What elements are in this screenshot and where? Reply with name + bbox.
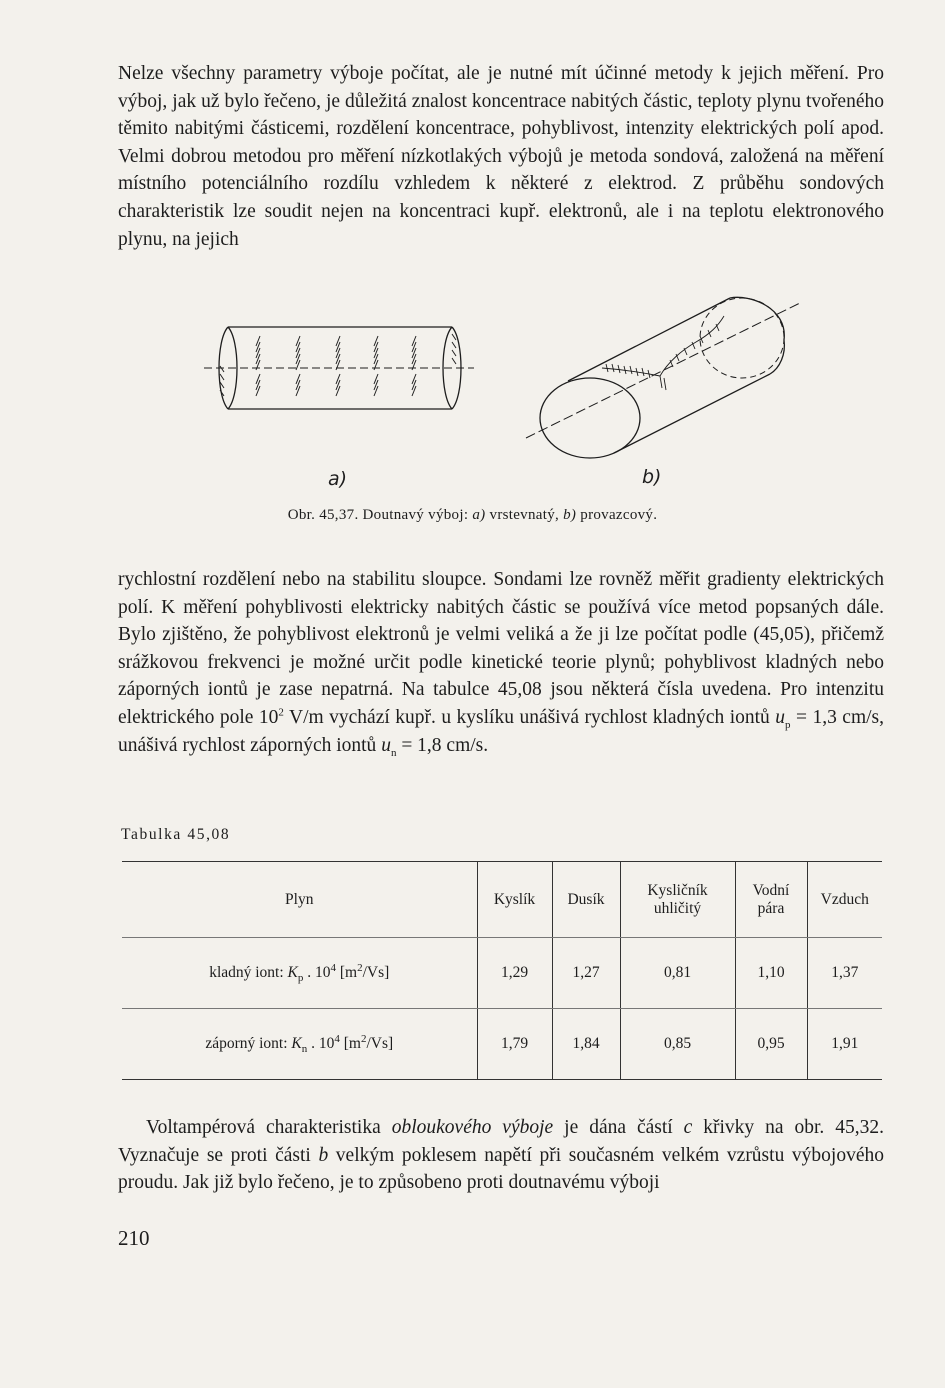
figure-label-b: b)	[642, 466, 662, 488]
header-cell: Kysličník uhličitý	[620, 862, 735, 938]
figure-b-filamentary-discharge	[526, 297, 802, 458]
row-label: kladný iont: $K_p$ . $10^4$ $[m^2/Vs]$	[122, 938, 477, 1009]
paragraph-3: Voltampérová charakteristika obloukového výboje je dána částí c křivky na obr. 45,32. Vyznačuje se proti části b velkým poklesem napětí při současném velkém vzrůstu výbojového proudu. Jak již bylo řečeno, je to způsobeno proti doutnavému výboji	[118, 1117, 885, 1194]
header-cell: Kyslík	[477, 862, 552, 938]
table-cell: 1,27	[552, 938, 620, 1009]
paragraph-1: Nelze všechny parametry výboje počítat, ale je nutné mít účinné metody k jejich měření. Pro výboj, jak už bylo řečeno, je důležitá znalost koncentrace nabitých částic, teploty plynu tvořeného těmito nabitými částicemi, rozdělení koncentrace, pohyblivost, intenzity elektrických polí apod. Velmi dobrou metodou pro měření nízkotlakých výbojů je metoda sondová, založená na měření místního potenciálního rozdílu vzhledem k některé z elektrod. Z průběhu sondových charakteristik lze soudit nejen na koncentraci kupř. elektronů, ale i na teplotu elektronového plynu, na jejich	[118, 63, 884, 250]
header-cell: Plyn	[122, 862, 477, 938]
table-row	[122, 938, 882, 1009]
header-cell: Vodní pára	[735, 862, 807, 938]
table-title: Tabulka 45,08	[121, 826, 231, 843]
table-cell: 0,95	[735, 1009, 807, 1080]
table-row	[122, 1009, 882, 1080]
header-cell: Vzduch	[807, 862, 882, 938]
figure-a-layered-discharge	[204, 327, 474, 409]
table-cell: 1,84	[552, 1009, 620, 1080]
table-header-row	[122, 862, 882, 938]
header-cell: Dusík	[552, 862, 620, 938]
figure-caption: Obr. 45,37. Doutnavý výboj: a) vrstevnatý, b) provazcový.	[287, 507, 658, 523]
table-cell: 1,37	[807, 938, 882, 1009]
figure-label-a: a)	[328, 468, 348, 490]
row-label: záporný iont: $K_n$ . $10^4$ $[m^2/Vs]$	[122, 1009, 477, 1080]
paragraph-2: rychlostní rozdělení nebo na stabilitu sloupce. Sondami lze rovněž měřit gradienty elektrických polí. K měření pohyblivosti elektricky nabitých částic se používá více metod popsaných dále. Bylo zjištěno, že pohyblivost elektronů je velmi veliká a že ji lze počítat podle (45,05), přičemž srážkovou frekvenci je možné určit podle kinetické teorie plynů; pohyblivost kladných nebo záporných iontů je zase nepatrná. Na tabulce 45,08 jsou některá čísla uvedena. Pro intenzitu elektrického pole $10^2$ V/m vychází kupř. u kyslíku unášivá rychlost kladných iontů $u_p = 1,3$ cm/s, unášivá rychlost záporných iontů $u_n = 1,8$ cm/s.	[118, 569, 884, 759]
table-cell: 0,85	[620, 1009, 735, 1080]
table-cell: 1,79	[477, 1009, 552, 1080]
page-number: 210	[118, 1226, 150, 1250]
table-cell: 1,10	[735, 938, 807, 1009]
table-cell: 1,91	[807, 1009, 882, 1080]
ion-mobility-table	[122, 861, 882, 1080]
table-cell: 1,29	[477, 938, 552, 1009]
table-cell: 0,81	[620, 938, 735, 1009]
figure-discharge-diagrams	[190, 278, 810, 498]
